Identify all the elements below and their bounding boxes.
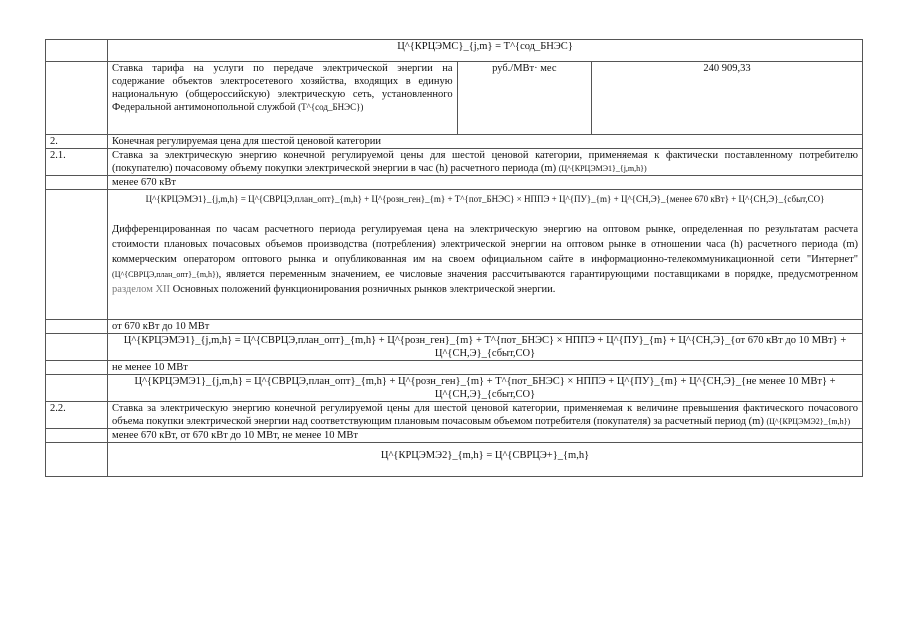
unit-cell: руб./МВт· мес: [457, 62, 591, 135]
table-row: [46, 334, 863, 361]
formula-cell: [108, 40, 863, 62]
num-cell: [46, 334, 108, 361]
table-row: [46, 375, 863, 402]
num-cell: [46, 190, 108, 320]
num-cell: [46, 443, 108, 477]
description-text-1: Дифференцированная по часам расчетного периода регулируемая цена на электрическую энергию на оптовом рынке, определенная по результатам расчета стоимости плановых почасовых объемов производства (потребления) электрической энергии на оптовом рынке в отношении часа (h) расчетного периода (m) коммерческим оператором оптового рынка и опубликованная им на своем официальном сайте в информационно-телекоммуникационной сети "Интернет": [112, 224, 858, 265]
section-title: Конечная регулируемая цена для шестой ценовой категории: [108, 135, 863, 149]
description-text-2: , является переменным значением, ее числовые значения рассчитываются гарантирующими поставщиками в порядке, предусмотренном: [218, 269, 858, 280]
num-cell: 2.2.: [46, 402, 108, 429]
formula: Ц^{КРЦЭМЭ1}_{j,m,h} = Ц^{СВРЦЭ,план_опт}_{m,h} + Ц^{розн_ген}_{m} + T^{пот_БНЭС} × НППЭ + Ц^{ПУ}_{m} + Ц^{СН,Э}_{не менее 10 МВт} + Ц^{СН,Э}_{сбыт,СО}: [108, 375, 863, 402]
table-row: [46, 176, 863, 190]
formula: Ц^{КРЦЭМЭ1}_{j,m,h} = Ц^{СВРЦЭ,план_опт}_{m,h} + Ц^{розн_ген}_{m} + T^{пот_БНЭС} × НППЭ + Ц^{ПУ}_{m} + Ц^{СН,Э}_{от 670 кВт до 10 МВт} + Ц^{СН,Э}_{сбыт,СО}: [108, 334, 863, 361]
section-reference-link[interactable]: разделом XII: [112, 284, 171, 295]
num-cell: [46, 375, 108, 402]
inline-formula: (T^{сод_БНЭС}): [298, 102, 364, 112]
num-cell: [46, 320, 108, 334]
table-row: [46, 40, 863, 62]
num-cell: 2.1.: [46, 149, 108, 176]
formula: Ц^{КРЦЭМЭ2}_{m,h} = Ц^{СВРЦЭ+}_{m,h}: [108, 443, 863, 477]
num-cell: [46, 176, 108, 190]
num-cell: [46, 62, 108, 135]
description-text: Ставка за электрическую энергию конечной регулируемой цены для шестой ценовой категории, применяемая к величине превышения фактического почасового объема покупки электрической энергии над соответствующим плановым почасовым объемом потребителя (покупателя) за расчетный период (m): [112, 403, 858, 427]
description-cell: [108, 62, 458, 135]
description-text: Ставка тарифа на услуги по передаче электрической энергии на содержание объектов электросетевого хозяйства, входящих в единую национальную (общероссийскую) электрическую сеть, установленного Федеральной антимонопольной службой: [112, 63, 453, 113]
description-cell: [108, 402, 863, 429]
subcategory-label: от 670 кВт до 10 МВт: [108, 320, 863, 334]
formula: Ц^{КРЦЭМЭ1}_{j,m,h} = Ц^{СВРЦЭ,план_опт}_{m,h} + Ц^{розн_ген}_{m} + T^{пот_БНЭС} × НППЭ + Ц^{ПУ}_{m} + Ц^{СН,Э}_{менее 670 кВт} + Ц^{СН,Э}_{сбыт,СО}: [145, 194, 825, 204]
table-row: [46, 320, 863, 334]
table-row: [46, 190, 863, 320]
inline-formula: (Ц^{КРЦЭМЭ2}_{m,h}): [766, 417, 851, 426]
formula: Ц^{КРЦЭМС}_{j,m} = T^{сод_БНЭС}: [397, 41, 573, 52]
tariff-table: [45, 39, 863, 477]
table-row: [46, 62, 863, 135]
value-cell: 240 909,33: [592, 62, 863, 135]
num-cell: [46, 361, 108, 375]
table-row: [46, 361, 863, 375]
description-text: Ставка за электрическую энергию конечной регулируемой цены для шестой ценовой категории, применяемая к фактически поставленному потребителю (покупателю) почасовому объему покупки электрической энергии в час (h) расчетного периода (m): [112, 150, 858, 174]
num-cell: [46, 429, 108, 443]
table-row: [46, 135, 863, 149]
inline-formula: (Ц^{СВРЦЭ,план_опт}_{m,h}): [112, 270, 219, 279]
num-cell: 2.: [46, 135, 108, 149]
description-text-3: Основных положений функционирования розничных рынков электрической энергии.: [172, 284, 556, 295]
subcategory-label: не менее 10 МВт: [108, 361, 863, 375]
table-row: [46, 429, 863, 443]
subcategory-label: менее 670 кВт, от 670 кВт до 10 МВт, не менее 10 МВт: [108, 429, 863, 443]
description-cell: [108, 149, 863, 176]
formula-description-cell: [108, 190, 863, 320]
table-row: [46, 443, 863, 477]
num-cell: [46, 40, 108, 62]
table-row: [46, 149, 863, 176]
subcategory-label: менее 670 кВт: [108, 176, 863, 190]
table-row: [46, 402, 863, 429]
description-paragraph: [112, 222, 858, 297]
inline-formula: (Ц^{КРЦЭМЭ1}_{j,m,h}): [558, 164, 647, 173]
